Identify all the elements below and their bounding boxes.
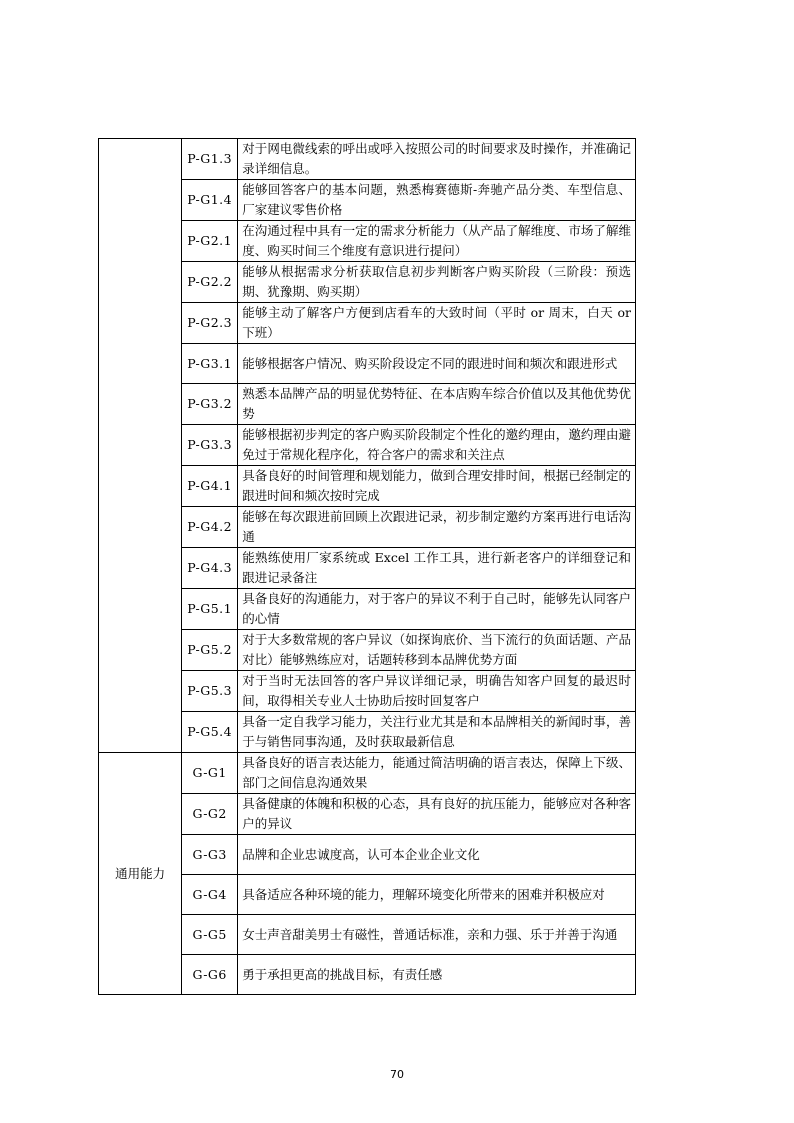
description-cell: 对于大多数常规的客户异议（如探询底价、当下流行的负面话题、产品对比）能够熟练应对，话题转移到本品牌优势方面 [238,630,636,671]
description-cell: 品牌和企业忠诚度高，认可本企业企业文化 [238,835,636,875]
table-row [99,139,636,180]
description-cell: 熟悉本品牌产品的明显优势特征、在本店购车综合价值以及其他优势优势 [238,384,636,425]
description-cell: 能熟练使用厂家系统或 Excel 工作工具，进行新老客户的详细登记和跟进记录备注 [238,548,636,589]
description-cell: 具备良好的沟通能力，对于客户的异议不利于自己时，能够先认同客户的心情 [238,589,636,630]
category-cell: 通用能力 [99,753,182,995]
code-cell: P-G5.2 [182,630,238,671]
description-cell: 具备良好的语言表达能力，能通过简洁明确的语言表达，保障上下级、部门之间信息沟通效果 [238,753,636,794]
description-cell: 女士声音甜美男士有磁性，普通话标准，亲和力强、乐于并善于沟通 [238,915,636,955]
description-cell: 对于当时无法回答的客户异议详细记录，明确告知客户回复的最迟时间，取得相关专业人士协助后按时回复客户 [238,671,636,712]
description-cell: 能够主动了解客户方便到店看车的大致时间（平时 or 周末，白天 or 下班） [238,303,636,344]
description-cell: 能够根据客户情况、购买阶段设定不同的跟进时间和频次和跟进形式 [238,344,636,384]
code-cell: P-G4.2 [182,507,238,548]
code-cell: G-G4 [182,875,238,915]
code-cell: G-G1 [182,753,238,794]
code-cell: G-G3 [182,835,238,875]
code-cell: G-G2 [182,794,238,835]
description-cell: 具备健康的体魄和积极的心态，具有良好的抗压能力，能够应对各种客户的异议 [238,794,636,835]
code-cell: P-G5.1 [182,589,238,630]
code-cell: P-G2.3 [182,303,238,344]
description-cell: 能够在每次跟进前回顾上次跟进记录，初步制定邀约方案再进行电话沟通 [238,507,636,548]
description-cell: 对于网电微线索的呼出或呼入按照公司的时间要求及时操作，并准确记录详细信息。 [238,139,636,180]
competency-table-body [99,139,636,995]
code-cell: G-G6 [182,955,238,995]
description-cell: 具备一定自我学习能力，关注行业尤其是和本品牌相关的新闻时事，善于与销售同事沟通，及时获取最新信息 [238,712,636,753]
description-cell: 具备适应各种环境的能力，理解环境变化所带来的困难并积极应对 [238,875,636,915]
page-number: 70 [390,1068,404,1081]
code-cell: P-G3.2 [182,384,238,425]
code-cell: P-G1.4 [182,180,238,221]
competency-table [98,138,636,995]
description-cell: 在沟通过程中具有一定的需求分析能力（从产品了解维度、市场了解维度、购买时间三个维度有意识进行提问） [238,221,636,262]
category-cell [99,139,182,753]
code-cell: P-G1.3 [182,139,238,180]
code-cell: P-G4.3 [182,548,238,589]
code-cell: P-G2.1 [182,221,238,262]
description-cell: 能够从根据需求分析获取信息初步判断客户购买阶段（三阶段：预选期、犹豫期、购买期） [238,262,636,303]
code-cell: P-G5.3 [182,671,238,712]
description-cell: 勇于承担更高的挑战目标，有责任感 [238,955,636,995]
description-cell: 能够回答客户的基本问题，熟悉梅赛德斯-奔驰产品分类、车型信息、厂家建议零售价格 [238,180,636,221]
description-cell: 能够根据初步判定的客户购买阶段制定个性化的邀约理由，邀约理由避免过于常规化程序化，符合客户的需求和关注点 [238,425,636,466]
description-cell: 具备良好的时间管理和规划能力，做到合理安排时间，根据已经制定的跟进时间和频次按时完成 [238,466,636,507]
code-cell: P-G3.3 [182,425,238,466]
code-cell: P-G3.1 [182,344,238,384]
code-cell: P-G4.1 [182,466,238,507]
code-cell: G-G5 [182,915,238,955]
table-row [99,753,636,794]
code-cell: P-G5.4 [182,712,238,753]
code-cell: P-G2.2 [182,262,238,303]
